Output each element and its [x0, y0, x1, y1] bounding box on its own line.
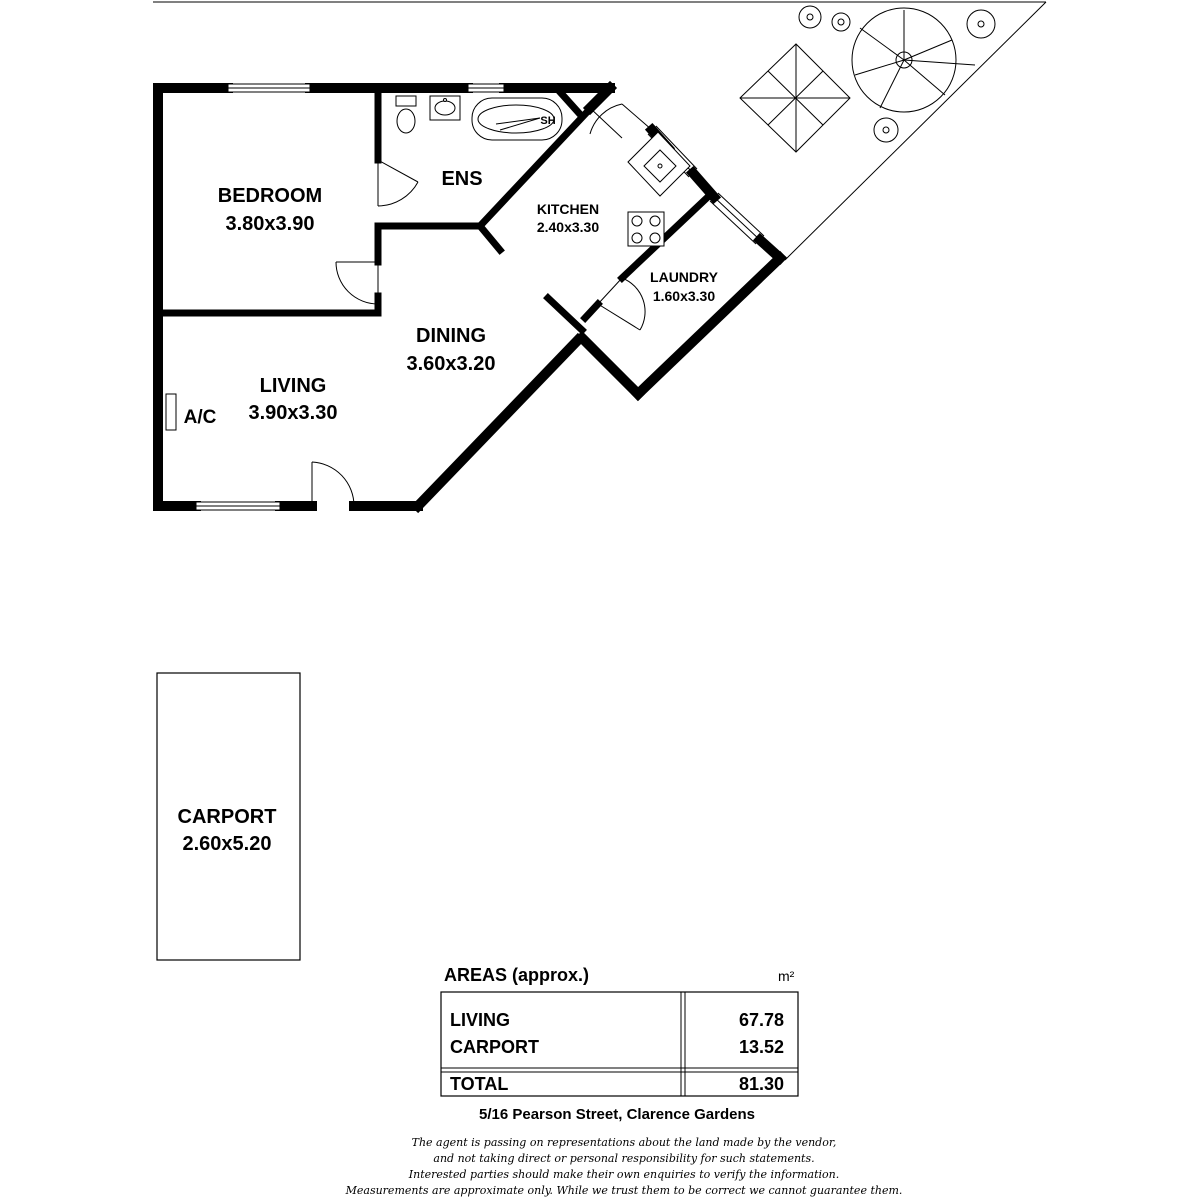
- disclaimer-line: Interested parties should make their own enquiries to verify the information.: [408, 1168, 840, 1181]
- tree-icon: [852, 8, 975, 112]
- bedroom-dimensions: 3.80x3.90: [225, 213, 315, 235]
- laundry-dimensions: 1.60x3.30: [652, 288, 716, 304]
- areas-row-label: LIVING: [450, 1010, 511, 1030]
- laundry-label: LAUNDRY: [650, 269, 718, 285]
- bedroom-label: BEDROOM: [217, 185, 323, 207]
- living-dimensions: 3.90x3.30: [248, 402, 338, 424]
- areas-total-value: 81.30: [738, 1074, 784, 1094]
- areas-row-label: CARPORT: [450, 1037, 539, 1057]
- aircon-label: A/C: [183, 407, 217, 428]
- areas-unit: m²: [778, 968, 795, 984]
- laundry-door-icon: [598, 278, 645, 330]
- shed-icon: [740, 44, 850, 152]
- dining-label: DINING: [416, 325, 486, 347]
- kitchen-dimensions: 2.40x3.30: [536, 219, 600, 235]
- toilet-icon: [396, 96, 416, 133]
- property-address: 5/16 Pearson Street, Clarence Gardens: [479, 1106, 755, 1123]
- carport-label: CARPORT: [177, 806, 277, 828]
- air-conditioner-icon: [166, 394, 176, 430]
- kitchen-label: KITCHEN: [536, 201, 600, 217]
- ensuite-label: ENS: [441, 168, 483, 190]
- disclaimer-line: and not taking direct or personal responsibility for such statements.: [433, 1152, 815, 1165]
- areas-total-label: TOTAL: [450, 1074, 509, 1094]
- disclaimer-line: Measurements are approximate only. While we trust them to be correct we cannot guarantee them.: [345, 1184, 903, 1197]
- ensuite-door-icon: [378, 160, 418, 206]
- garden-landscaping: [740, 6, 995, 152]
- areas-table: [441, 965, 798, 1096]
- areas-row-value: 67.78: [738, 1010, 784, 1030]
- kitchen-door-icon: [590, 104, 652, 138]
- bedroom-door-icon: [336, 262, 378, 304]
- basin-icon: [430, 96, 460, 120]
- carport-dimensions: 2.60x5.20: [182, 833, 272, 855]
- fixtures: [166, 96, 690, 430]
- disclaimer: [345, 1136, 903, 1197]
- kitchen-sink-icon: [628, 132, 690, 196]
- living-label: LIVING: [259, 375, 327, 397]
- front-door-icon: [312, 462, 354, 506]
- internal-walls: [162, 92, 710, 330]
- areas-title: AREAS (approx.): [444, 965, 590, 985]
- disclaimer-line: The agent is passing on representations about the land made by the vendor,: [411, 1136, 837, 1149]
- shower-label: SH: [540, 115, 556, 127]
- dining-dimensions: 3.60x3.20: [406, 353, 496, 375]
- cooktop-icon: [628, 212, 664, 246]
- areas-row-value: 13.52: [738, 1037, 784, 1057]
